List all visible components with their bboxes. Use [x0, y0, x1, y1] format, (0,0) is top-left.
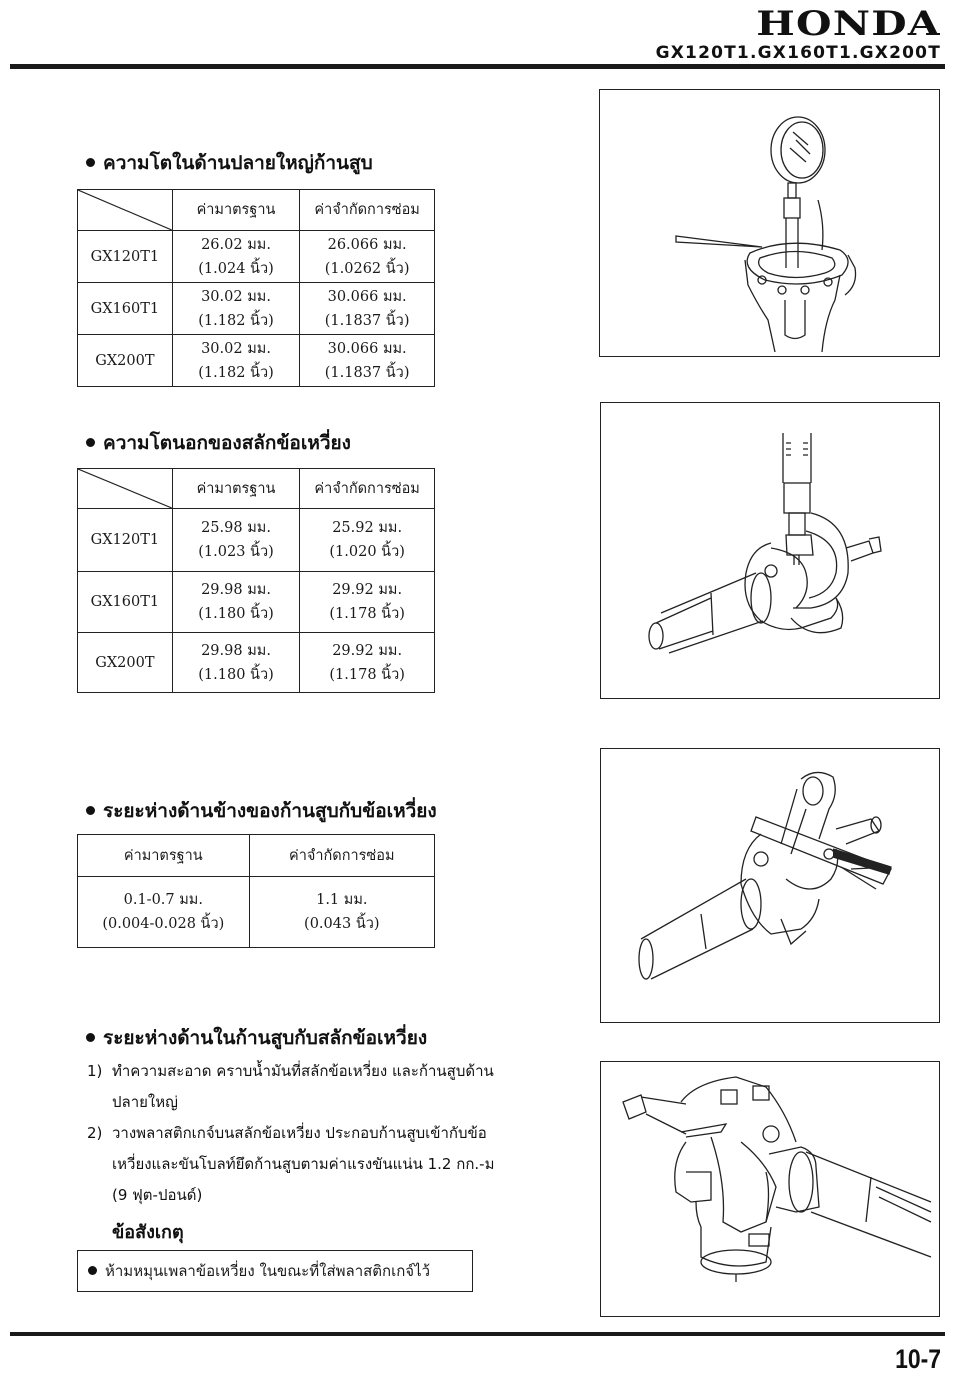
step-line: ปลายใหญ่	[112, 1093, 178, 1111]
table-header-row	[78, 835, 435, 877]
value-mm: 30.066 มม.	[327, 340, 407, 357]
limit-cell	[300, 231, 435, 283]
figure-plastigauge	[600, 1061, 940, 1317]
column-header-standard: ค่ามาตรฐาน	[172, 469, 300, 509]
column-header-standard: ค่ามาตรฐาน	[172, 190, 300, 231]
section-title: ระยะห่างด้านในก้านสูบกับสลักข้อเหวี่ยง	[103, 1027, 428, 1049]
value-mm: 25.98 มม.	[201, 520, 271, 536]
value-mm: 30.02 มม.	[201, 340, 271, 357]
table-row	[78, 633, 435, 693]
value-inch: (1.0262 นิ้ว)	[324, 260, 410, 277]
table-row	[78, 231, 435, 283]
value-inch: (1.182 นิ้ว)	[198, 312, 274, 329]
diagonal-line	[78, 190, 172, 230]
standard-cell	[172, 572, 300, 633]
standard-cell	[172, 283, 300, 335]
step-number: 2)	[87, 1124, 103, 1142]
value-inch: (1.020 นิ้ว)	[329, 544, 405, 560]
step-text	[112, 1118, 542, 1211]
step-item	[87, 1056, 557, 1118]
model-cell: GX200T	[78, 335, 173, 387]
step-line: วางพลาสติกเกจ์บนสลักข้อเหวี่ยง ประกอบก้านสูบเข้ากับข้อ	[112, 1124, 487, 1142]
value-mm: 1.1 มม.	[316, 892, 368, 908]
table-row	[78, 283, 435, 335]
crankpin-od-spec-table	[77, 468, 435, 693]
value-inch: (1.1837 นิ้ว)	[324, 312, 410, 329]
table-row	[78, 877, 435, 948]
bore-gauge-illustration	[600, 90, 939, 356]
standard-cell	[172, 633, 300, 693]
value-mm: 29.92 มม.	[332, 642, 403, 659]
column-header-limit: ค่าจำกัดการซ่อม	[300, 190, 435, 231]
corner-cell	[78, 190, 173, 231]
value-mm: 26.02 มม.	[201, 236, 271, 253]
limit-cell	[300, 633, 435, 693]
section-title: ระยะห่างด้านข้างของก้านสูบกับข้อเหวี่ยง	[103, 800, 437, 822]
diagonal-line	[78, 469, 172, 508]
bullet-icon	[86, 158, 95, 167]
footer-rule	[10, 1332, 945, 1336]
table-row	[78, 509, 435, 572]
bullet-icon	[88, 1266, 97, 1275]
step-text	[112, 1056, 542, 1118]
column-header-limit: ค่าจำกัดการซ่อม	[249, 835, 434, 877]
feeler-gauge-illustration	[601, 749, 939, 1022]
section-heading-crankpin-od	[86, 428, 351, 458]
micrometer-crankpin-illustration	[601, 403, 939, 698]
value-mm: 30.066 มม.	[327, 288, 407, 305]
limit-cell	[300, 283, 435, 335]
step-item	[87, 1118, 557, 1211]
figure-feeler-gauge	[600, 748, 940, 1023]
column-header-standard: ค่ามาตรฐาน	[78, 835, 250, 877]
section-title: ความโตในด้านปลายใหญ่ก้านสูบ	[103, 152, 373, 174]
side-clearance-spec-table	[77, 834, 435, 948]
value-mm: 25.92 มม.	[332, 520, 403, 536]
value-inch: (1.178 นิ้ว)	[329, 666, 405, 683]
bullet-icon	[86, 806, 95, 815]
value-inch: (1.180 นิ้ว)	[198, 606, 274, 622]
value-mm: 30.02 มม.	[201, 288, 271, 305]
procedure-steps	[87, 1056, 557, 1216]
header-rule	[10, 64, 945, 69]
honda-logo: HONDA	[756, 4, 941, 44]
table-header-row	[78, 190, 435, 231]
big-end-spec-table	[77, 189, 435, 387]
value-inch: (1.178 นิ้ว)	[329, 606, 405, 622]
note-text: ห้ามหมุนเพลาข้อเหวี่ยง ในขณะที่ใส่พลาสติกเกจ์ไว้	[105, 1262, 431, 1280]
note-box	[77, 1250, 473, 1292]
model-cell: GX120T1	[78, 231, 173, 283]
plastigauge-illustration	[601, 1062, 939, 1316]
value-mm: 29.98 มม.	[201, 582, 271, 598]
standard-cell	[172, 335, 300, 387]
value-inch: (1.182 นิ้ว)	[198, 364, 274, 381]
section-heading-oil-clearance	[86, 1023, 427, 1053]
limit-cell	[300, 572, 435, 633]
value-inch: (0.004-0.028 นิ้ว)	[102, 916, 225, 932]
value-inch: (1.024 นิ้ว)	[198, 260, 274, 277]
model-cell: GX160T1	[78, 283, 173, 335]
value-mm: 0.1-0.7 มม.	[123, 892, 203, 908]
value-mm: 26.066 มม.	[327, 236, 407, 253]
limit-cell	[300, 509, 435, 572]
page-number: 10-7	[895, 1344, 941, 1374]
bullet-icon	[86, 438, 95, 447]
value-mm: 29.92 มม.	[332, 582, 403, 598]
model-cell: GX200T	[78, 633, 173, 693]
column-header-limit: ค่าจำกัดการซ่อม	[300, 469, 435, 509]
limit-cell	[249, 877, 434, 948]
section-heading-big-end	[86, 148, 373, 178]
standard-cell	[172, 231, 300, 283]
value-inch: (1.023 นิ้ว)	[198, 544, 274, 560]
value-inch: (0.043 นิ้ว)	[304, 916, 380, 932]
bullet-icon	[86, 1033, 95, 1042]
step-line: เหวี่ยงและขันโบลท์ยึดก้านสูบตามค่าแรงขันแน่น 1.2 กก.-ม	[112, 1155, 495, 1173]
value-inch: (1.1837 นิ้ว)	[324, 364, 410, 381]
figure-micrometer-crankpin	[600, 402, 940, 699]
section-heading-side-clearance	[86, 796, 437, 826]
table-header-row	[78, 469, 435, 509]
model-cell: GX160T1	[78, 572, 173, 633]
corner-cell	[78, 469, 173, 509]
table-row	[78, 335, 435, 387]
step-line: (9 ฟุต-ปอนด์)	[112, 1186, 203, 1204]
limit-cell	[300, 335, 435, 387]
model-list: GX120T1.GX160T1.GX200T	[655, 43, 941, 63]
value-mm: 29.98 มม.	[201, 642, 271, 659]
value-inch: (1.180 นิ้ว)	[198, 666, 274, 683]
standard-cell	[172, 509, 300, 572]
standard-cell	[78, 877, 250, 948]
step-number: 1)	[87, 1062, 103, 1080]
step-line: ทำความสะอาด คราบน้ำมันที่สลักข้อเหวี่ยง และก้านสูบด้าน	[112, 1062, 494, 1080]
model-cell: GX120T1	[78, 509, 173, 572]
table-row	[78, 572, 435, 633]
section-title: ความโตนอกของสลักข้อเหวี่ยง	[103, 432, 351, 454]
figure-bore-gauge	[599, 89, 940, 357]
note-title: ข้อสังเกตุ	[112, 1222, 184, 1243]
